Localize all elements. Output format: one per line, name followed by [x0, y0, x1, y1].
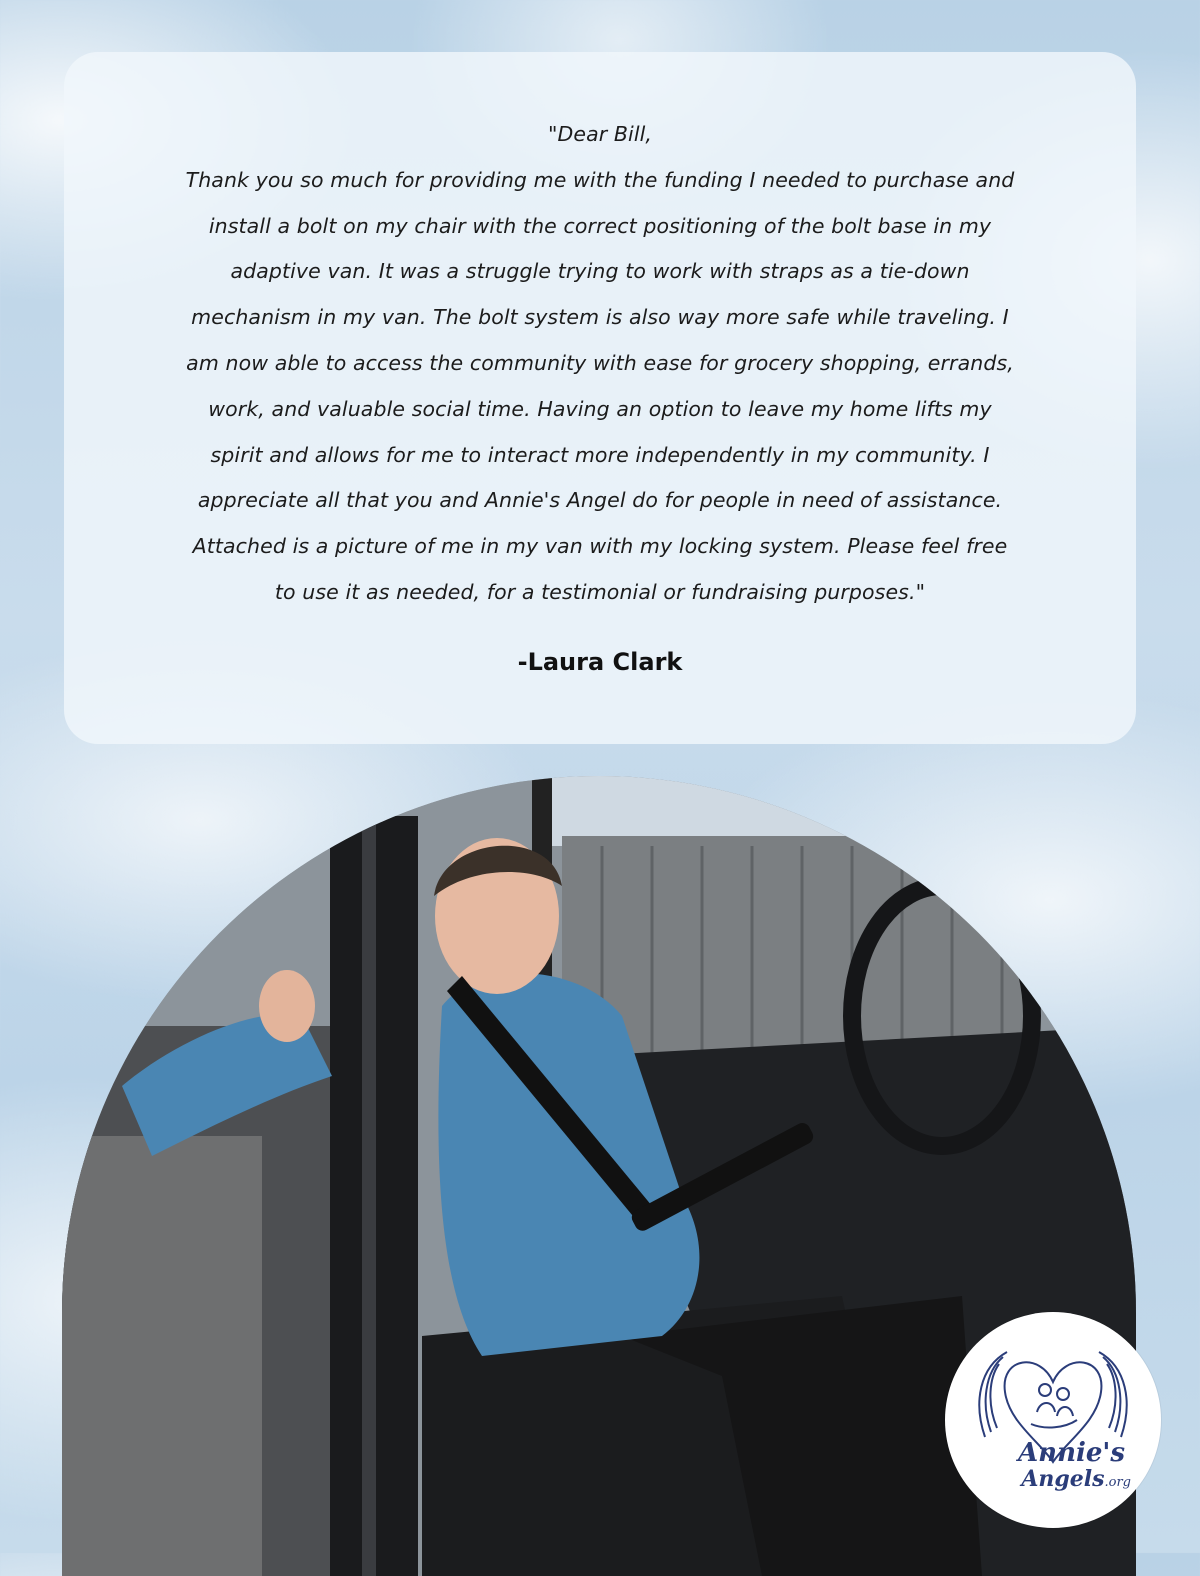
letter-line: Attached is a picture of me in my van with my locking system. Please feel free: [192, 534, 1008, 559]
letter-line: work, and valuable social time. Having an option to leave my home lifts my: [208, 396, 992, 421]
letter-line: install a bolt on my chair with the correct positioning of the bolt base in my: [208, 213, 992, 238]
logo-line2-prefix: Angels: [1021, 1466, 1105, 1492]
letter-line: appreciate all that you and Annie's Angel do for people in need of assistance.: [197, 488, 1003, 513]
signature: -Laura Clark: [517, 647, 683, 676]
letter-line: adaptive van. It was a struggle trying to work with straps as a tie-down: [230, 259, 970, 284]
letter-line: Thank you so much for providing me with the funding I needed to purchase and: [185, 167, 1015, 192]
logo-line1: Annie's: [1018, 1438, 1125, 1468]
heart-wings-icon: [945, 1312, 1161, 1528]
logo-wordmark: [981, 1440, 1131, 1490]
testimonial-card: [64, 52, 1136, 744]
letter-line: am now able to access the community with ease for grocery shopping, errands,: [186, 350, 1014, 375]
logo-line2-suffix: .org: [1104, 1475, 1131, 1490]
letter-line: "Dear Bill,: [547, 122, 653, 146]
testimonial-text: [134, 112, 1066, 616]
letter-line: spirit and allows for me to interact more independently in my community. I: [210, 442, 990, 467]
logo-line2: [981, 1468, 1131, 1490]
letter-line: to use it as needed, for a testimonial or fundraising purposes.": [274, 579, 926, 604]
letter-line: mechanism in my van. The bolt system is also way more safe while traveling. I: [191, 305, 1009, 330]
annies-angels-logo: [945, 1312, 1161, 1528]
